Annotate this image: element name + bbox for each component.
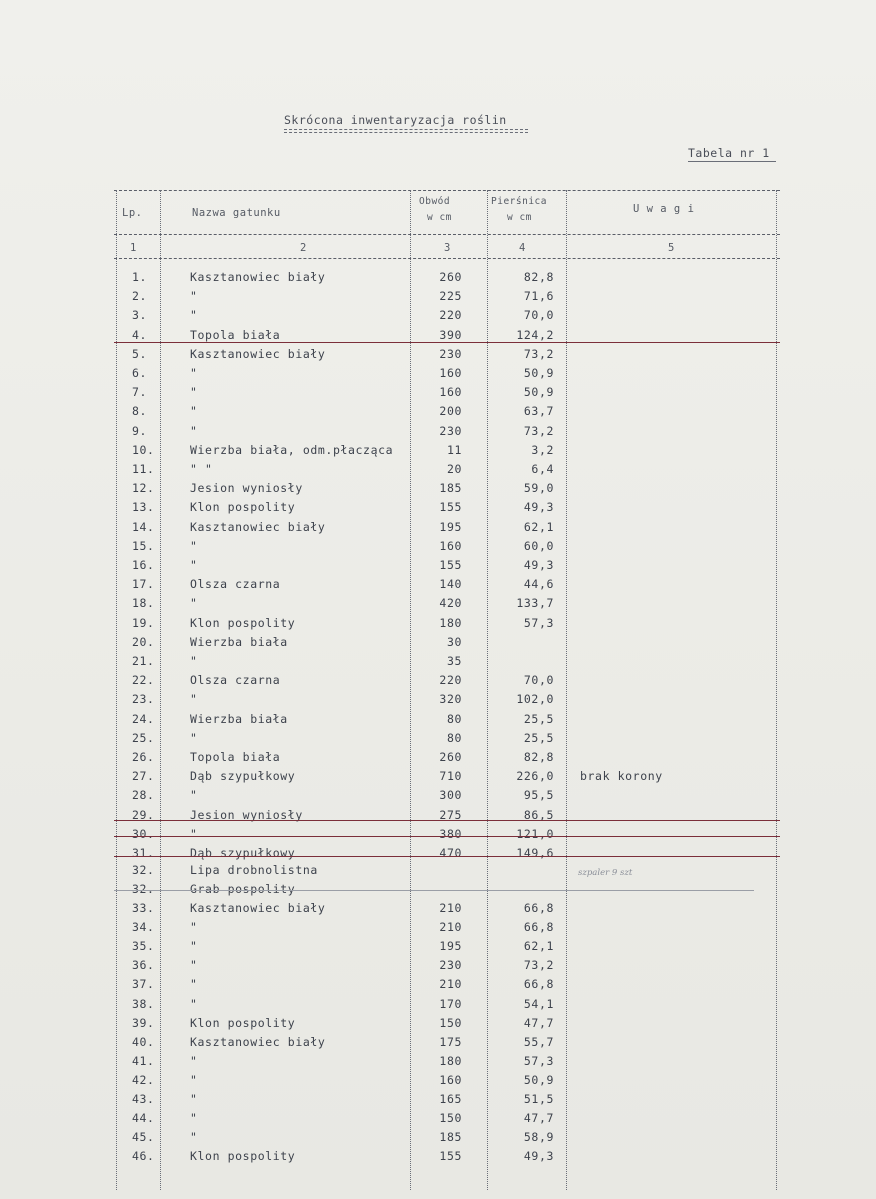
row-species-name: ": [190, 920, 198, 934]
row-breast-height-diameter: 25,5: [523, 731, 554, 745]
row-species-name: Kasztanowiec biały: [190, 901, 326, 915]
separator-line-gray: [114, 890, 754, 891]
row-circumference: 200: [439, 404, 462, 418]
row-circumference: 180: [439, 616, 462, 630]
table-row: [114, 500, 780, 519]
row-species-name: ": [190, 997, 198, 1011]
row-circumference: 710: [439, 769, 462, 783]
row-lp: 23.: [132, 692, 155, 706]
table-row: [114, 808, 780, 827]
row-breast-height-diameter: 54,1: [523, 997, 554, 1011]
row-species-name: Lipa drobnolistna: [190, 863, 318, 877]
row-circumference: 155: [439, 1149, 462, 1163]
row-lp: 25.: [132, 731, 155, 745]
table-row: [114, 596, 780, 615]
table-row: [114, 901, 780, 920]
table-row: [114, 977, 780, 996]
header-top-rule: [114, 190, 780, 191]
table-row: [114, 289, 780, 308]
row-species-name: Dąb szypułkowy: [190, 769, 296, 783]
title-underline: [284, 129, 528, 133]
row-circumference: 35: [446, 654, 462, 668]
row-lp: 28.: [132, 788, 155, 802]
table-row: [114, 270, 780, 289]
row-lp: 15.: [132, 539, 155, 553]
row-breast-height-diameter: 226,0: [516, 769, 554, 783]
row-circumference: 220: [439, 308, 462, 322]
header-piersnica-unit: w cm: [507, 212, 532, 223]
row-breast-height-diameter: 70,0: [523, 308, 554, 322]
table-row: [114, 616, 780, 635]
row-lp: 8.: [132, 404, 148, 418]
table-row: [114, 558, 780, 577]
row-circumference: 185: [439, 481, 462, 495]
row-lp: 14.: [132, 520, 155, 534]
row-species-name: ": [190, 1054, 198, 1068]
row-breast-height-diameter: 50,9: [523, 366, 554, 380]
row-lp: 24.: [132, 712, 155, 726]
row-circumference: 300: [439, 788, 462, 802]
row-lp: 29.: [132, 808, 155, 822]
row-circumference: 260: [439, 750, 462, 764]
table-row: [114, 443, 780, 462]
table-row: [114, 712, 780, 731]
row-lp: 21.: [132, 654, 155, 668]
row-lp: 11.: [132, 462, 155, 476]
row-lp: 26.: [132, 750, 155, 764]
row-breast-height-diameter: 50,9: [523, 1073, 554, 1087]
row-breast-height-diameter: 49,3: [523, 500, 554, 514]
row-species-name: ": [190, 1130, 198, 1144]
row-circumference: 80: [446, 712, 462, 726]
row-circumference: 180: [439, 1054, 462, 1068]
row-circumference: 230: [439, 347, 462, 361]
row-breast-height-diameter: 44,6: [523, 577, 554, 591]
row-circumference: 30: [446, 635, 462, 649]
table-row: [114, 939, 780, 958]
row-lp: 20.: [132, 635, 155, 649]
row-circumference: 210: [439, 977, 462, 991]
table-row: [114, 731, 780, 750]
table-row: [114, 347, 780, 366]
header-nazwa: Nazwa gatunku: [192, 207, 281, 219]
table-row: [114, 1073, 780, 1092]
row-lp: 2.: [132, 289, 148, 303]
header-number-1: 1: [130, 242, 137, 254]
table-row: [114, 385, 780, 404]
row-circumference: 230: [439, 424, 462, 438]
row-species-name: Olsza czarna: [190, 577, 281, 591]
row-species-name: ": [190, 366, 198, 380]
row-breast-height-diameter: 47,7: [523, 1016, 554, 1030]
header-lp: Lp.: [122, 207, 143, 219]
row-species-name: " ": [190, 462, 213, 476]
row-breast-height-diameter: 82,8: [523, 750, 554, 764]
row-breast-height-diameter: 73,2: [523, 347, 554, 361]
row-lp: 22.: [132, 673, 155, 687]
row-lp: 27.: [132, 769, 155, 783]
row-circumference: 195: [439, 939, 462, 953]
row-breast-height-diameter: 60,0: [523, 539, 554, 553]
row-circumference: 260: [439, 270, 462, 284]
row-breast-height-diameter: 102,0: [516, 692, 554, 706]
row-circumference: 160: [439, 385, 462, 399]
row-circumference: 175: [439, 1035, 462, 1049]
row-lp: 16.: [132, 558, 155, 572]
row-breast-height-diameter: 73,2: [523, 958, 554, 972]
table-row: [114, 1111, 780, 1130]
row-breast-height-diameter: 59,0: [523, 481, 554, 495]
row-lp: 17.: [132, 577, 155, 591]
row-species-name: Dąb szypułkowy: [190, 846, 296, 860]
row-breast-height-diameter: 49,3: [523, 558, 554, 572]
row-species-name: ": [190, 692, 198, 706]
table-row: [114, 366, 780, 385]
row-breast-height-diameter: 6,4: [531, 462, 554, 476]
row-species-name: Grab pospolity: [190, 882, 296, 896]
table-row: [114, 997, 780, 1016]
row-circumference: 155: [439, 500, 462, 514]
row-circumference: 20: [446, 462, 462, 476]
row-circumference: 165: [439, 1092, 462, 1106]
row-species-name: Kasztanowiec biały: [190, 520, 326, 534]
header-number-4: 4: [519, 242, 526, 254]
row-species-name: Wierzba biała: [190, 712, 288, 726]
row-species-name: ": [190, 731, 198, 745]
table-row: [114, 1054, 780, 1073]
table-label-underline: [688, 161, 776, 162]
row-breast-height-diameter: 133,7: [516, 596, 554, 610]
row-species-name: ": [190, 788, 198, 802]
row-lp: 4.: [132, 328, 148, 342]
row-circumference: 230: [439, 958, 462, 972]
row-species-name: ": [190, 958, 198, 972]
row-circumference: 160: [439, 1073, 462, 1087]
row-breast-height-diameter: 57,3: [523, 616, 554, 630]
row-breast-height-diameter: 121,0: [516, 827, 554, 841]
row-species-name: Jesion wyniosły: [190, 808, 303, 822]
table-row: [114, 692, 780, 711]
table-row: [114, 1035, 780, 1054]
row-circumference: 185: [439, 1130, 462, 1144]
row-breast-height-diameter: 70,0: [523, 673, 554, 687]
table-row: [114, 673, 780, 692]
header-bottom-rule: [114, 258, 780, 259]
row-species-name: ": [190, 404, 198, 418]
row-circumference: 380: [439, 827, 462, 841]
row-species-name: ": [190, 385, 198, 399]
row-circumference: 80: [446, 731, 462, 745]
row-circumference: 470: [439, 846, 462, 860]
table-row: [114, 1016, 780, 1035]
header-number-3: 3: [444, 242, 451, 254]
row-species-name: ": [190, 827, 198, 841]
row-lp: 30.: [132, 827, 155, 841]
row-breast-height-diameter: 86,5: [523, 808, 554, 822]
row-lp: 46.: [132, 1149, 155, 1163]
row-circumference: 420: [439, 596, 462, 610]
row-breast-height-diameter: 62,1: [523, 939, 554, 953]
document-title: Skrócona inwentaryzacja roślin: [284, 113, 507, 127]
row-lp: 31.: [132, 846, 155, 860]
table-row: [114, 424, 780, 443]
row-breast-height-diameter: 124,2: [516, 328, 554, 342]
separator-line-red: [114, 836, 780, 837]
separator-line-red: [114, 342, 780, 343]
row-lp: 6.: [132, 366, 148, 380]
table-row: [114, 404, 780, 423]
row-lp: 5.: [132, 347, 148, 361]
row-breast-height-diameter: 73,2: [523, 424, 554, 438]
row-species-name: Kasztanowiec biały: [190, 270, 326, 284]
row-lp: 1.: [132, 270, 148, 284]
row-lp: 43.: [132, 1092, 155, 1106]
row-circumference: 225: [439, 289, 462, 303]
row-lp: 45.: [132, 1130, 155, 1144]
separator-line-red: [114, 820, 780, 821]
row-lp: 39.: [132, 1016, 155, 1030]
row-circumference: 155: [439, 558, 462, 572]
row-breast-height-diameter: 62,1: [523, 520, 554, 534]
row-species-name: ": [190, 596, 198, 610]
row-species-name: Kasztanowiec biały: [190, 347, 326, 361]
row-lp: 34.: [132, 920, 155, 934]
header-piersnica: Pierśnica: [491, 196, 547, 207]
table-row: [114, 958, 780, 977]
separator-line-red: [114, 856, 780, 857]
row-lp: 35.: [132, 939, 155, 953]
row-lp: 3.: [132, 308, 148, 322]
header-obwod-unit: w cm: [427, 212, 452, 223]
row-circumference: 11: [446, 443, 462, 457]
row-species-name: ": [190, 289, 198, 303]
row-species-name: ": [190, 1073, 198, 1087]
row-circumference: 160: [439, 366, 462, 380]
row-breast-height-diameter: 50,9: [523, 385, 554, 399]
row-species-name: ": [190, 424, 198, 438]
table-row: [114, 920, 780, 939]
row-remarks: brak korony: [580, 769, 663, 783]
table-row: [114, 654, 780, 673]
table-row: [114, 769, 780, 788]
header-obwod: Obwód: [419, 196, 451, 207]
row-breast-height-diameter: 51,5: [523, 1092, 554, 1106]
table-row: [114, 863, 780, 882]
table-row: [114, 539, 780, 558]
row-lp: 32.: [132, 882, 155, 896]
row-circumference: 390: [439, 328, 462, 342]
row-lp: 18.: [132, 596, 155, 610]
row-breast-height-diameter: 58,9: [523, 1130, 554, 1144]
table-row: [114, 1092, 780, 1111]
row-species-name: ": [190, 1111, 198, 1125]
row-breast-height-diameter: 66,8: [523, 977, 554, 991]
row-species-name: ": [190, 939, 198, 953]
row-circumference: 170: [439, 997, 462, 1011]
row-circumference: 210: [439, 920, 462, 934]
row-breast-height-diameter: 3,2: [531, 443, 554, 457]
row-species-name: Wierzba biała: [190, 635, 288, 649]
table-row: [114, 577, 780, 596]
row-circumference: 320: [439, 692, 462, 706]
row-species-name: Topola biała: [190, 750, 281, 764]
table-row: [114, 788, 780, 807]
row-breast-height-diameter: 149,6: [516, 846, 554, 860]
row-breast-height-diameter: 71,6: [523, 289, 554, 303]
table-row: [114, 481, 780, 500]
row-lp: 12.: [132, 481, 155, 495]
table-row: [114, 520, 780, 539]
row-circumference: 275: [439, 808, 462, 822]
row-lp: 36.: [132, 958, 155, 972]
row-species-name: Klon pospolity: [190, 1149, 296, 1163]
row-circumference: 150: [439, 1016, 462, 1030]
row-circumference: 195: [439, 520, 462, 534]
row-circumference: 220: [439, 673, 462, 687]
row-lp: 19.: [132, 616, 155, 630]
row-species-name: ": [190, 558, 198, 572]
row-species-name: ": [190, 539, 198, 553]
row-lp: 10.: [132, 443, 155, 457]
table-row: [114, 750, 780, 769]
row-lp: 41.: [132, 1054, 155, 1068]
row-species-name: Olsza czarna: [190, 673, 281, 687]
header-mid-rule: [114, 234, 780, 235]
table-row: [114, 328, 780, 347]
row-breast-height-diameter: 57,3: [523, 1054, 554, 1068]
row-circumference: 160: [439, 539, 462, 553]
row-breast-height-diameter: 95,5: [523, 788, 554, 802]
row-species-name: Jesion wyniosły: [190, 481, 303, 495]
row-species-name: ": [190, 308, 198, 322]
row-lp: 7.: [132, 385, 148, 399]
row-circumference: 140: [439, 577, 462, 591]
row-species-name: ": [190, 977, 198, 991]
row-species-name: Klon pospolity: [190, 616, 296, 630]
row-lp: 37.: [132, 977, 155, 991]
row-lp: 42.: [132, 1073, 155, 1087]
row-breast-height-diameter: 55,7: [523, 1035, 554, 1049]
row-breast-height-diameter: 49,3: [523, 1149, 554, 1163]
table-row: [114, 635, 780, 654]
row-lp: 9.: [132, 424, 148, 438]
row-species-name: Kasztanowiec biały: [190, 1035, 326, 1049]
header-uwagi: U w a g i: [633, 203, 695, 215]
row-species-name: ": [190, 654, 198, 668]
row-breast-height-diameter: 47,7: [523, 1111, 554, 1125]
row-circumference: 150: [439, 1111, 462, 1125]
row-species-name: Klon pospolity: [190, 500, 296, 514]
row-lp: 38.: [132, 997, 155, 1011]
table-row: [114, 882, 780, 901]
row-species-name: Wierzba biała, odm.płacząca: [190, 443, 394, 457]
table-row: [114, 462, 780, 481]
row-species-name: Klon pospolity: [190, 1016, 296, 1030]
row-lp: 32.: [132, 863, 155, 877]
table-row: [114, 308, 780, 327]
table-row: [114, 1130, 780, 1149]
row-lp: 13.: [132, 500, 155, 514]
row-lp: 44.: [132, 1111, 155, 1125]
handwritten-note: szpaler 9 szt: [578, 868, 633, 878]
row-breast-height-diameter: 66,8: [523, 901, 554, 915]
row-breast-height-diameter: 25,5: [523, 712, 554, 726]
row-circumference: 210: [439, 901, 462, 915]
row-breast-height-diameter: 82,8: [523, 270, 554, 284]
table-label: Tabela nr 1: [688, 146, 770, 160]
row-lp: 33.: [132, 901, 155, 915]
table-row: [114, 1149, 780, 1168]
row-breast-height-diameter: 63,7: [523, 404, 554, 418]
row-breast-height-diameter: 66,8: [523, 920, 554, 934]
header-number-5: 5: [668, 242, 675, 254]
header-number-2: 2: [300, 242, 307, 254]
row-species-name: ": [190, 1092, 198, 1106]
row-lp: 40.: [132, 1035, 155, 1049]
row-species-name: Topola biała: [190, 328, 281, 342]
